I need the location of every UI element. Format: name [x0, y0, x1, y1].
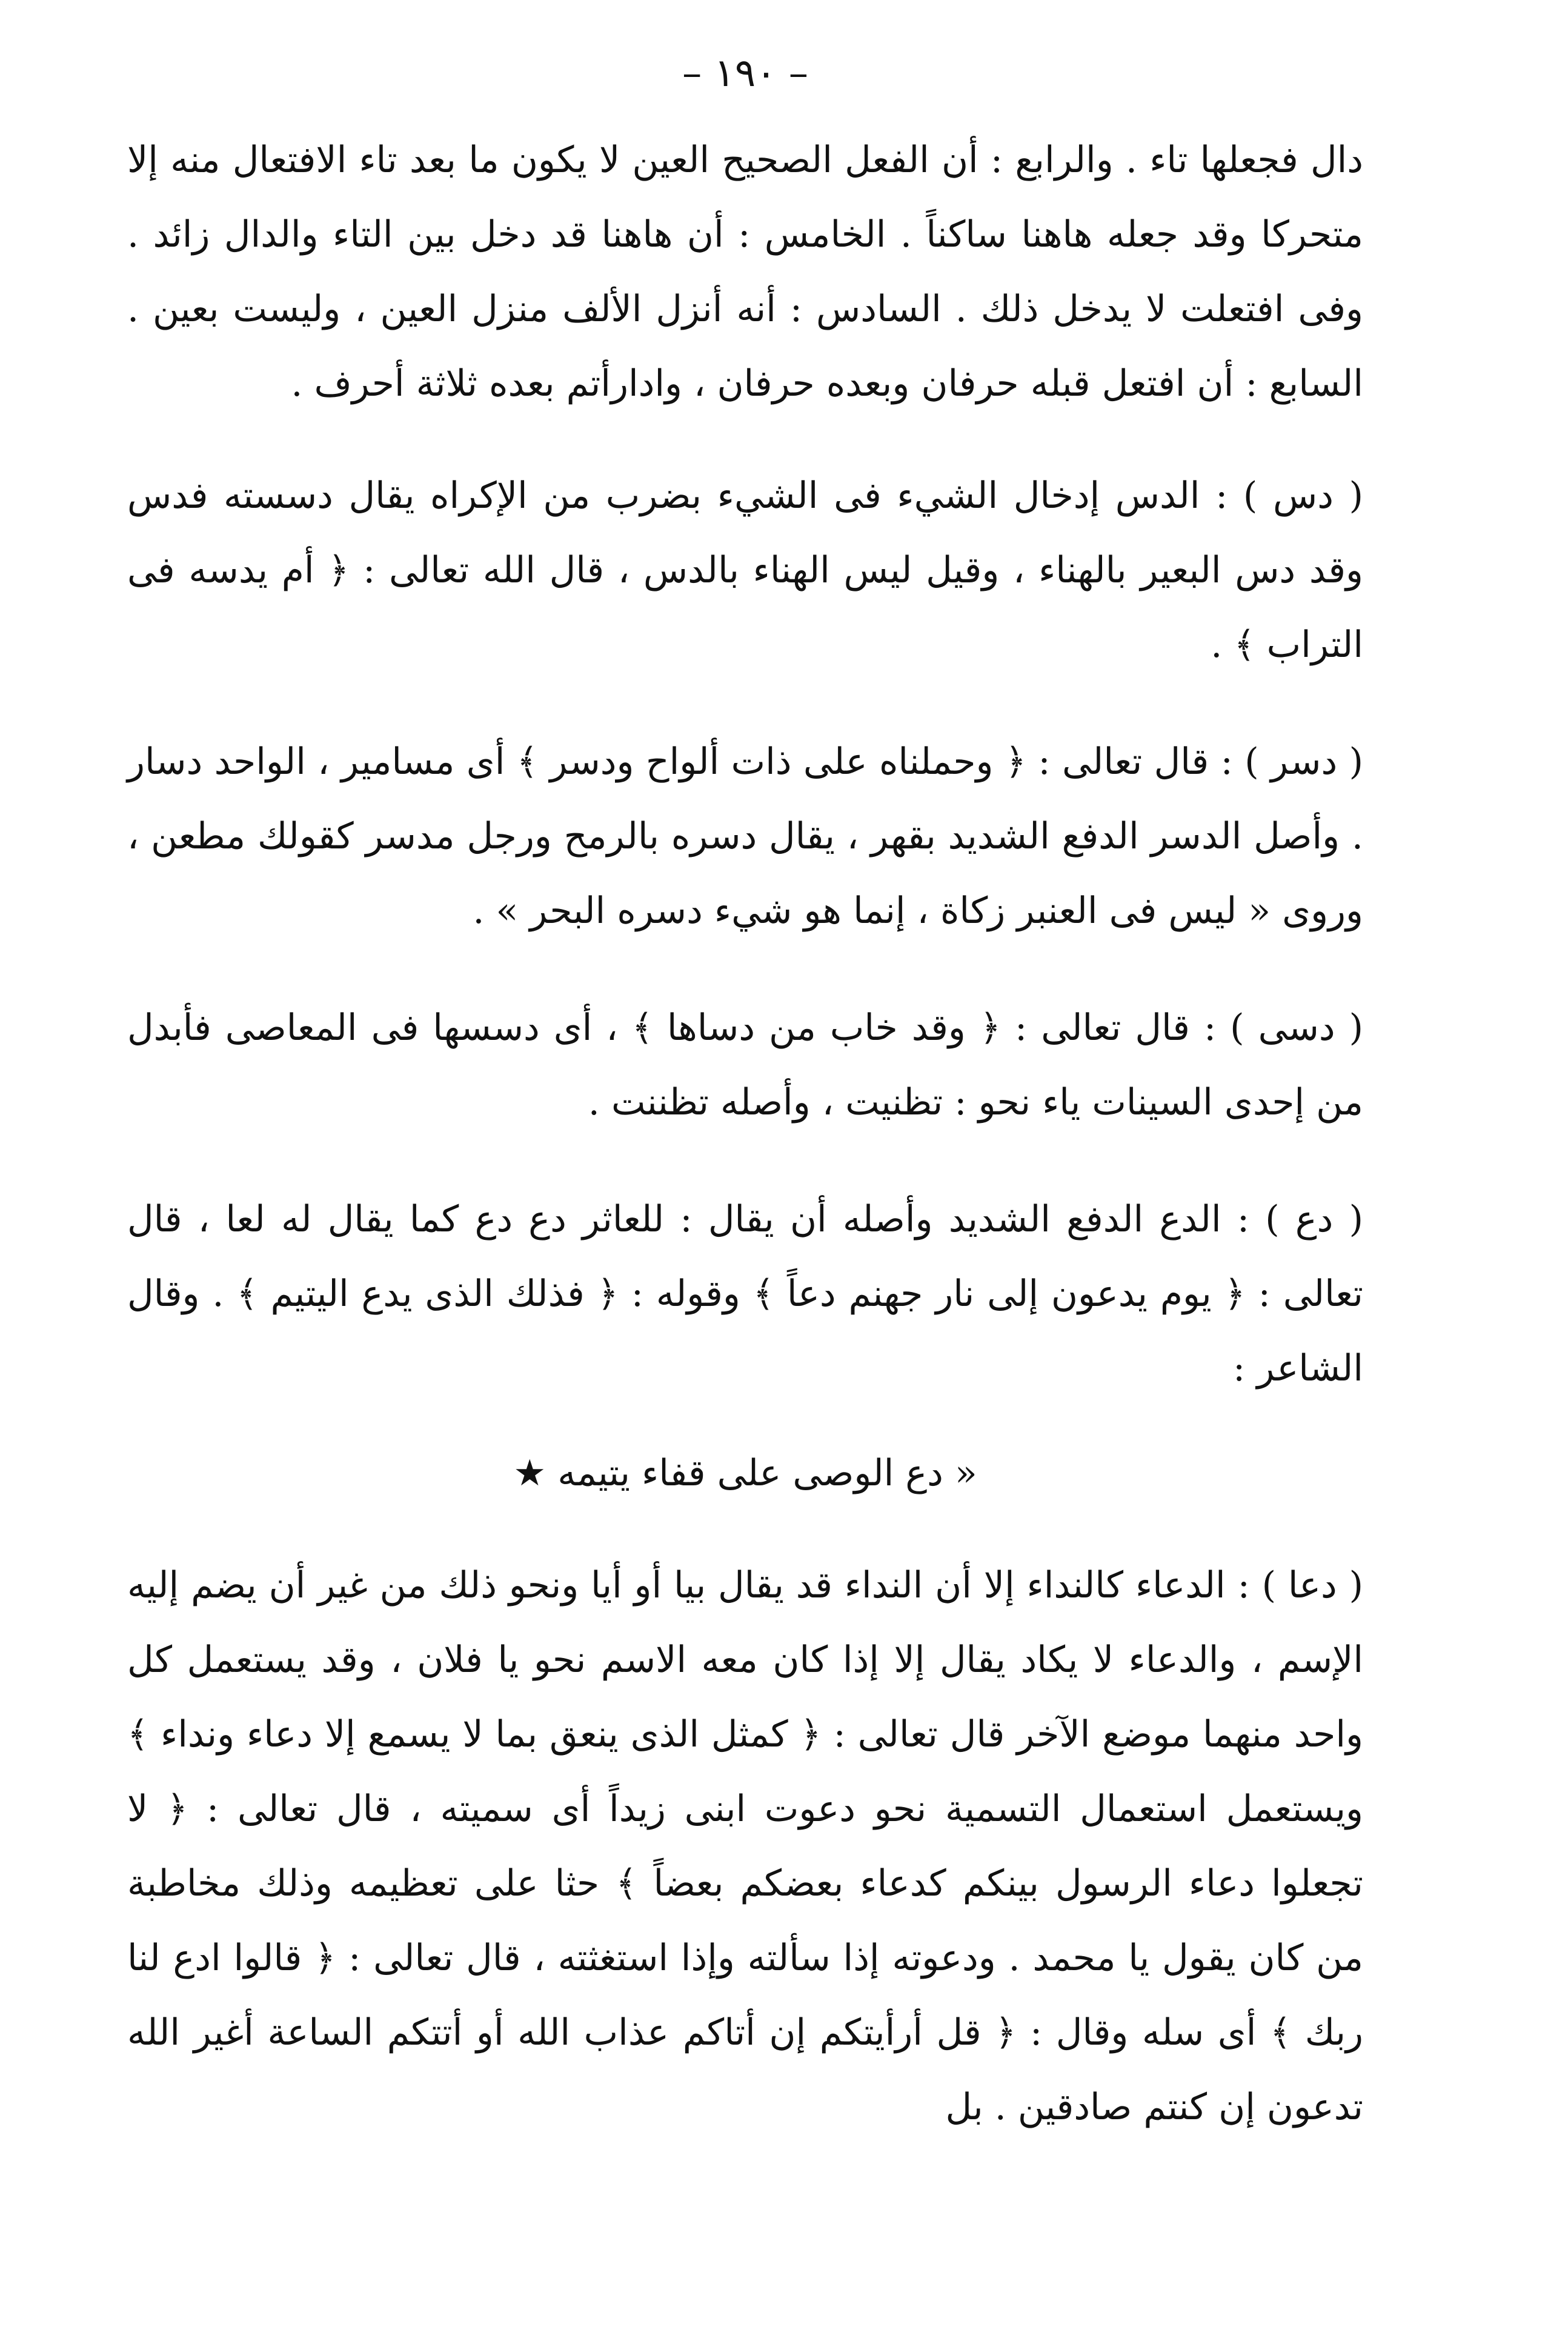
- entry-daa: ( دع ) : الدع الدفع الشديد وأصله أن يقال : للعاثر دع دع كما يقال له لعا ، قال تعالى : ﴿ يوم يدعون إلى نار جهنم دعاً ﴾ وقوله : ﴿ فذلك الذى يدع اليتيم ﴾ . وقال الشاعر :: [127, 1198, 1363, 1390]
- book-page: [127, 48, 1363, 2187]
- paragraph-continuation: دال فجعلها تاء . والرابع : أن الفعل الصحيح العين لا يكون ما بعد تاء الافتعال منه إلا متحركا وقد جعله هاهنا ساكناً . الخامس : أن هاهنا قد دخل بين التاء والدال زائد . وفى افتعلت لا يدخل ذلك . السادس : أنه أنزل الألف منزل العين ، وليست بعين . السابع : أن افتعل قبله حرفان وبعده حرفان ، وادارأتم بعده ثلاثة أحرف .: [127, 139, 1363, 405]
- entry-daaa: ( دعا ) : الدعاء كالنداء إلا أن النداء قد يقال بيا أو أيا ونحو ذلك من غير أن يضم إليه الإسم ، والدعاء لا يكاد يقال إلا إذا كان معه الاسم نحو يا فلان ، وقد يستعمل كل واحد منهما موضع الآخر قال تعالى : ﴿ كمثل الذى ينعق بما لا يسمع إلا دعاء ونداء ﴾ ويستعمل استعمال التسمية نحو دعوت ابنى زيداً أى سميته ، قال تعالى : ﴿ لا تجعلوا دعاء الرسول بينكم كدعاء بعضكم بعضاً ﴾ حثا على تعظيمه وذلك مخاطبة من كان يقول يا محمد . ودعوته إذا سألته وإذا استغثته ، قال تعالى : ﴿ قالوا ادع لنا ربك ﴾ أى سله وقال : ﴿ قل أرأيتكم إن أتاكم عذاب الله أو أتتكم الساعة أغير الله تدعون إن كنتم صادقين . بل: [127, 1564, 1363, 2129]
- entry-dass: ( دس ) : الدس إدخال الشيء فى الشيء بضرب من الإكراه يقال دسسته فدس وقد دس البعير بالهناء ، وقيل ليس الهناء بالدس ، قال الله تعالى : ﴿ أم يدسه فى التراب ﴾ .: [127, 475, 1364, 667]
- page-number: – ١٩٠ –: [682, 51, 808, 96]
- entry-dasa: ( دسى ) : قال تعالى : ﴿ وقد خاب من دساها ﴾ ، أى دسسها فى المعاصى فأبدل من إحدى السينات ياء نحو : تظنيت ، وأصله تظننت .: [127, 1007, 1363, 1124]
- poetry-verse: « دع الوصى على قفاء يتيمه ★: [513, 1452, 977, 1495]
- entry-dasr: ( دسر ) : قال تعالى : ﴿ وحملناه على ذات ألواح ودسر ﴾ أى مسامير ، الواحد دسار . وأصل الدسر الدفع الشديد بقهر ، يقال دسره بالرمح ورجل مدسر كقولك مطعن ، وروى « ليس فى العنبر زكاة ، إنما هو شيء دسره البحر » .: [127, 741, 1363, 933]
